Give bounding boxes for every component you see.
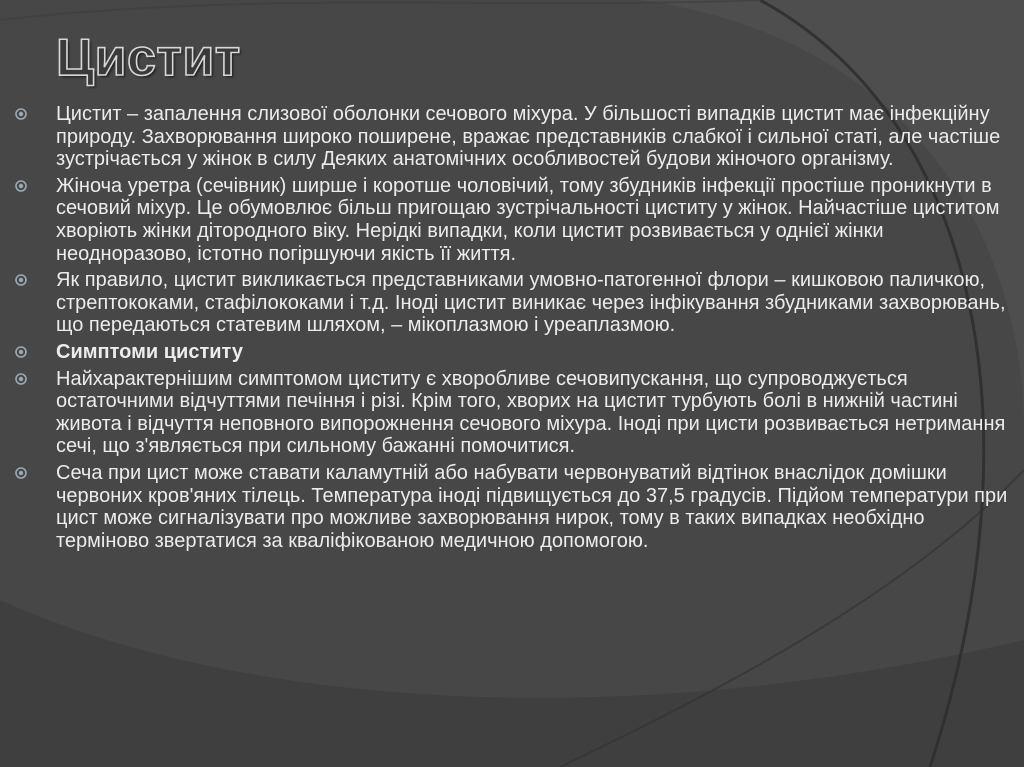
bullet-text: Цистит – запалення слизової оболонки сечового міхура. У більшості випадків цистит має інфекційну природу. Захворювання широко поширене, вражає представників слабкої і сильної статі, але частіше зустрічається у жінок в силу Деяких анатомічних особливостей будови жіночого організму. [56,103,1001,171]
circle-bullet-icon [14,179,28,193]
circle-bullet-icon [14,273,28,287]
list-item [14,368,1014,458]
circle-bullet-icon [14,345,28,359]
circle-bullet-icon [14,466,28,480]
list-item [14,269,1014,337]
list-item [14,341,1014,364]
bullet-text: Сеча при цист може ставати каламутній або набувати червонуватий відтінок внаслідок домішки червоних кров'яних тілець. Температура іноді підвищується до 37,5 градусів. Підйом температури при цист може сигналізувати про можливе захворювання нирок, тому в таких випадках необхідно терміново звертатися за кваліфікованою медичною допомогою. [56,461,1008,552]
list-item [14,103,1014,171]
section-heading: Симптоми циститу [56,340,243,363]
list-item [14,462,1014,552]
circle-bullet-icon [14,372,28,386]
bullet-text: Жіноча уретра (сечівник) ширше і коротше чоловічий, тому збудників інфекції простіше проникнути в сечовий міхур. Це обумовлює більш пригощаю зустрічальності циститу у жінок. Найчастіше циститом хворіють жінки дітородного віку. Нерідкі випадки, коли цистит розвивається у однієї жінки неодноразово, істотно погіршуючи якість її життя. [56,174,1000,265]
bullet-list [14,103,1014,556]
list-item [14,175,1014,265]
slide-title: Цистит [56,29,241,87]
bullet-text: Найхарактернішим симптомом циститу є хворобливе сечовипускання, що супроводжується остаточними відчуттями печіння і різі. Крім того, хворих на цистит турбують болі в нижній частині живота і відчуття неповного випорожнення сечового міхура. Іноді при цисти розвивається нетримання сечі, що з'являється при сильному бажанні помочитися. [56,367,1006,458]
circle-bullet-icon [14,107,28,121]
bullet-text: Як правило, цистит викликається представниками умовно-патогенної флори – кишковою паличкою, стрептококами, стафілококами і т.д. Іноді цистит виникає через інфікування збудниками захворювань, що передаються статевим шляхом, – мікоплазмою і уреаплазмою. [56,269,1006,337]
